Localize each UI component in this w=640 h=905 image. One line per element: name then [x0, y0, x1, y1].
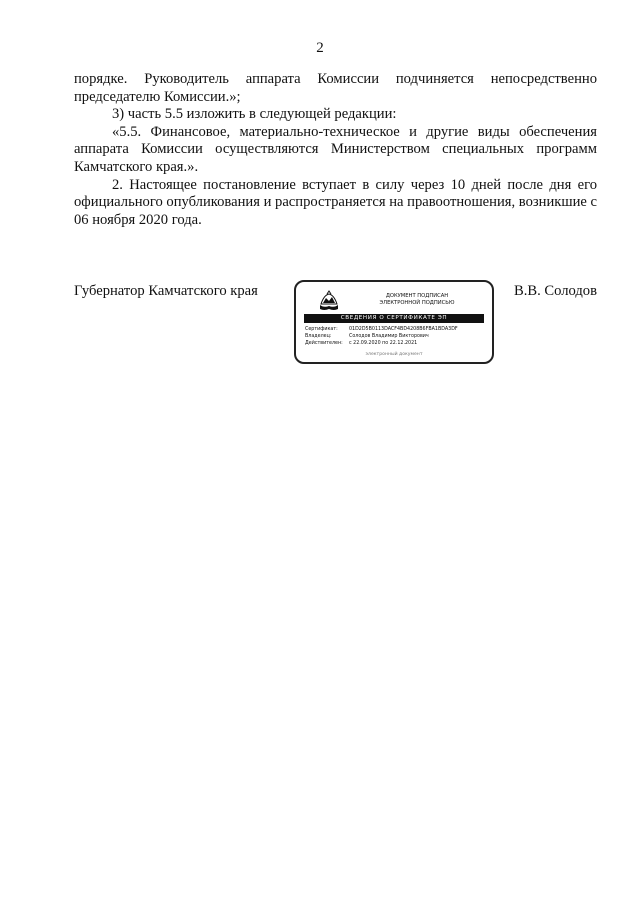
stamp-row-label: Сертификат: — [305, 327, 338, 332]
stamp-row-label: Действителен: — [305, 341, 343, 346]
paragraph: порядке. Руководитель аппарата Комиссии подчиняется непосредственно председателю Комиссии.»; — [74, 71, 597, 105]
page-number: 2 — [316, 40, 324, 56]
signature-block — [74, 280, 597, 370]
signatory-title: Губернатор Камчатского края — [74, 283, 258, 299]
document-body — [74, 71, 597, 229]
stamp-row — [305, 326, 487, 333]
stamp-row — [305, 333, 487, 340]
e-signature-stamp — [294, 280, 494, 364]
stamp-row-label: Владелец: — [305, 334, 332, 339]
stamp-row — [305, 340, 487, 347]
stamp-footer: электронный документ — [365, 352, 423, 357]
paragraph: 2. Настоящее постановление вступает в силу через 10 дней после дня его официального опубликования и распространяется на правоотношения, возникшие с 06 ноября 2020 года. — [74, 176, 598, 228]
stamp-row-value: с 22.09.2020 по 22.12.2021 — [349, 341, 418, 346]
signatory-name: В.В. Солодов — [513, 283, 597, 299]
paragraph: 3) часть 5.5 изложить в следующей редакции: — [112, 106, 397, 123]
stamp-certificate-bar: СВЕДЕНИЯ О СЕРТИФИКАТЕ ЭП — [304, 314, 484, 323]
stamp-header — [348, 293, 486, 307]
stamp-details — [305, 326, 487, 347]
paragraph: «5.5. Финансовое, материально-техническое и другие виды обеспечения аппарата Комиссии осуществляются Министерством специальных программ Камчатского края.». — [74, 123, 597, 175]
stamp-row-value: 01D2D5B0113DACF4BD4208B6FBA1BDA3DF — [349, 327, 458, 332]
stamp-header-line: ЭЛЕКТРОННОЙ ПОДПИСЬЮ — [379, 300, 455, 306]
stamp-row-value: Солодов Владимир Викторович — [349, 334, 429, 339]
stamp-header-line: ДОКУМЕНТ ПОДПИСАН — [385, 293, 449, 299]
coat-of-arms-icon — [318, 290, 340, 312]
